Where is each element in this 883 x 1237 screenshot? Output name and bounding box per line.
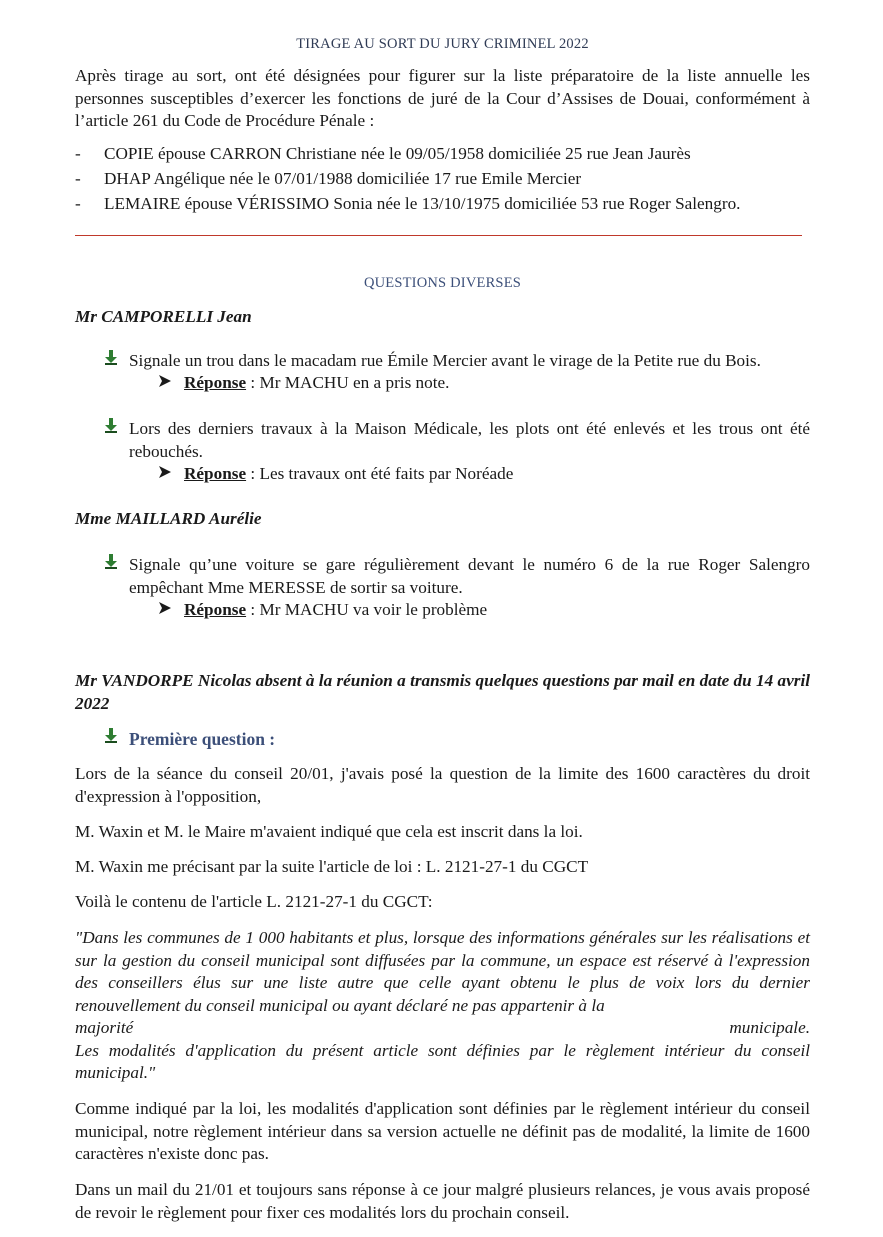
paragraph: Comme indiqué par la loi, les modalités d'application sont définies par le règlement intérieur du conseil municipal, notre règlement intérieur dans sa version actuelle ne définit pas de modalité, la limite de 1600 caractères n'existe donc pas. xyxy=(75,1099,810,1163)
jury-intro-paragraph: Après tirage au sort, ont été désignées pour figurer sur la liste préparatoire de la liste annuelle les personnes susceptibles d’exercer les fonctions de juré de la Cour d’Assises de Douai, conformément à l’article 261 du Code de Procédure Pénale : xyxy=(75,66,810,130)
quote-split-line xyxy=(75,1017,810,1040)
paragraph: Dans un mail du 21/01 et toujours sans réponse à ce jour malgré plusieurs relances, je vous avais proposé de revoir le règlement pour fixer ces modalités lors du prochain conseil. xyxy=(75,1180,810,1222)
paragraph: Lors de la séance du conseil 20/01, j'avais posé la question de la limite des 1600 caractères du droit d'expression à l'opposition, xyxy=(75,764,810,806)
reply-label: Réponse xyxy=(184,600,247,619)
quote-text: Les modalités d'application du présent article sont définies par le règlement intérieur du conseil municipal." xyxy=(75,1040,810,1082)
section-divider xyxy=(75,235,802,236)
paragraph: Voilà le contenu de l'article L. 2121-27-1 du CGCT: xyxy=(75,892,433,911)
speaker-maillard: Mme MAILLARD Aurélie xyxy=(75,509,262,528)
down-arrow-bullet-icon xyxy=(103,553,119,569)
page-title: TIRAGE AU SORT DU JURY CRIMINEL 2022 xyxy=(296,36,589,52)
quote-text: "Dans les communes de 1 000 habitants et plus, lorsque des informations générales sur les réalisations et sur la gestion du conseil municipal sont diffusées par la commune, un espace est réservé à l'expression des conseillers élus sur une liste autre que celle ayant obtenu le plus de voix lors du dernier renouvellement du conseil municipal ou ayant déclaré ne pas appartenir à la xyxy=(75,928,810,1015)
reply-line xyxy=(158,599,487,622)
reply-line xyxy=(158,463,513,486)
juror-list-item xyxy=(75,193,815,216)
reply-label: Réponse xyxy=(184,373,247,392)
right-arrowhead-icon xyxy=(158,599,184,622)
dash-marker: - xyxy=(75,144,81,163)
reply-text: : Mr MACHU va voir le problème xyxy=(246,600,488,619)
reply-text: : Les travaux ont été faits par Noréade xyxy=(246,464,514,483)
question-item: Signale qu’une voiture se gare régulièrement devant le numéro 6 de la rue Roger Salengro empêchant Mme MERESSE de sortir sa voiture. xyxy=(129,555,810,597)
question-item: Signale un trou dans le macadam rue Émile Mercier avant le virage de la Petite rue du Bois. xyxy=(129,351,761,370)
reply-text: : Mr MACHU en a pris note. xyxy=(246,373,450,392)
dash-marker: - xyxy=(75,194,81,213)
question-item: Lors des derniers travaux à la Maison Médicale, les plots ont été enlevés et les trous ont été rebouchés. xyxy=(129,419,810,461)
quote-text: majorité xyxy=(75,1018,134,1037)
juror-text: LEMAIRE épouse VÉRISSIMO Sonia née le 13/10/1975 domiciliée 53 rue Roger Salengro. xyxy=(104,194,741,213)
speaker-camporelli: Mr CAMPORELLI Jean xyxy=(75,307,252,326)
paragraph: M. Waxin et M. le Maire m'avaient indiqué que cela est inscrit dans la loi. xyxy=(75,822,583,841)
quote-text: municipale. xyxy=(729,1018,810,1037)
first-question-heading: Première question : xyxy=(129,729,276,749)
vandorpe-intro: Mr VANDORPE Nicolas absent à la réunion a transmis quelques questions par mail en date du 14 avril 2022 xyxy=(75,671,810,713)
juror-list-item xyxy=(75,143,815,166)
reply-label: Réponse xyxy=(184,464,247,483)
down-arrow-bullet-icon xyxy=(103,417,119,433)
down-arrow-bullet-icon xyxy=(103,349,119,365)
dash-marker: - xyxy=(75,169,81,188)
right-arrowhead-icon xyxy=(158,372,184,395)
law-quote xyxy=(75,927,810,1085)
reply-line xyxy=(158,372,449,395)
right-arrowhead-icon xyxy=(158,463,184,486)
questions-heading: QUESTIONS DIVERSES xyxy=(363,275,522,291)
down-arrow-bullet-icon xyxy=(103,727,119,743)
juror-text: DHAP Angélique née le 07/01/1988 domiciliée 17 rue Emile Mercier xyxy=(104,169,582,188)
juror-text: COPIE épouse CARRON Christiane née le 09/05/1958 domiciliée 25 rue Jean Jaurès xyxy=(104,144,691,163)
juror-list-item xyxy=(75,168,815,191)
paragraph: M. Waxin me précisant par la suite l'article de loi : L. 2121-27-1 du CGCT xyxy=(75,857,589,876)
